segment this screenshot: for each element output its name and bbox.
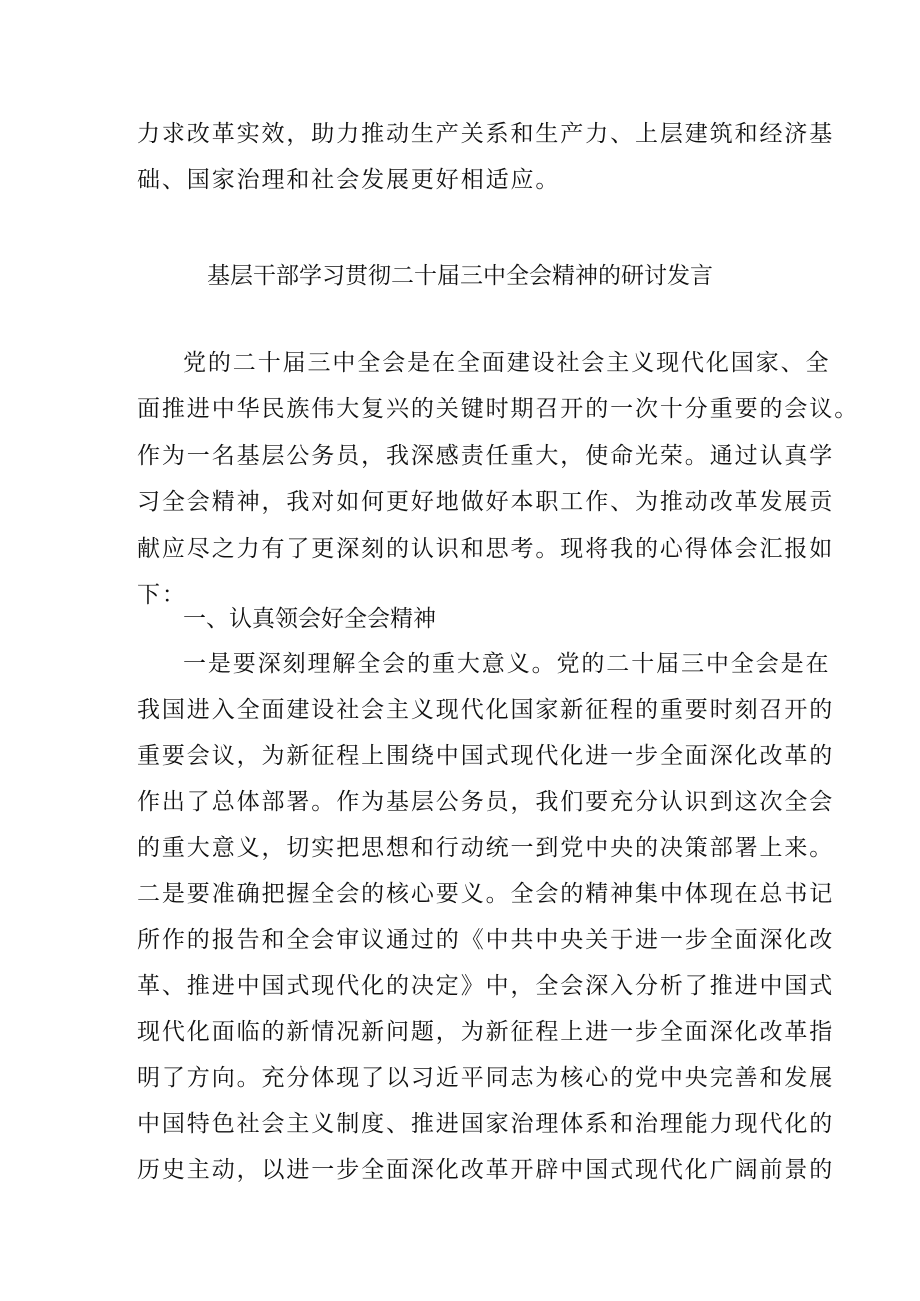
section-body-line: 所作的报告和全会审议通过的《中共中央关于进一步全面深化改: [137, 927, 835, 953]
section-body-line: 一是要深刻理解全会的重大意义。党的二十届三中全会是在: [183, 651, 831, 677]
section-body-line: 我国进入全面建设社会主义现代化国家新征程的重要时刻召开的: [137, 697, 835, 723]
opening-paragraph-line: 面推进中华民族伟大复兴的关键时期召开的一次十分重要的会议。: [137, 396, 860, 422]
opening-paragraph-line: 党的二十届三中全会是在全面建设社会主义现代化国家、全: [183, 350, 831, 376]
section-body-line: 重要会议，为新征程上围绕中国式现代化进一步全面深化改革的: [137, 743, 835, 769]
section-body-line: 历史主动，以进一步全面深化改革开辟中国式现代化广阔前景的: [137, 1157, 835, 1183]
section-body-line: 作出了总体部署。作为基层公务员，我们要充分认识到这次全会: [137, 789, 835, 815]
intro-paragraph-line: 础、国家治理和社会发展更好相适应。: [137, 167, 561, 193]
opening-paragraph-line: 习全会精神，我对如何更好地做好本职工作、为推动改革发展贡: [137, 489, 835, 515]
intro-paragraph-line: 力求改革实效，助力推动生产关系和生产力、上层建筑和经济基: [137, 121, 835, 147]
section-heading: 一、认真领会好全会精神: [183, 606, 436, 632]
section-body-line: 中国特色社会主义制度、推进国家治理体系和治理能力现代化的: [137, 1111, 835, 1137]
opening-paragraph-line: 下：: [137, 582, 187, 608]
section-body-line: 二是要准确把握全会的核心要义。全会的精神集中体现在总书记: [137, 881, 835, 907]
section-body-line: 现代化面临的新情况新问题，为新征程上进一步全面深化改革指: [137, 1019, 835, 1045]
opening-paragraph-line: 作为一名基层公务员，我深感责任重大，使命光荣。通过认真学: [137, 443, 835, 469]
section-body-line: 革、推进中国式现代化的决定》中，全会深入分析了推进中国式: [137, 973, 835, 999]
section-body-line: 的重大意义，切实把思想和行动统一到党中央的决策部署上来。: [137, 835, 835, 861]
opening-paragraph-line: 献应尽之力有了更深刻的认识和思考。现将我的心得体会汇报如: [137, 536, 835, 562]
article-title: 基层干部学习贯彻二十届三中全会精神的研讨发言: [207, 263, 713, 289]
section-body-line: 明了方向。充分体现了以习近平同志为核心的党中央完善和发展: [137, 1065, 835, 1091]
